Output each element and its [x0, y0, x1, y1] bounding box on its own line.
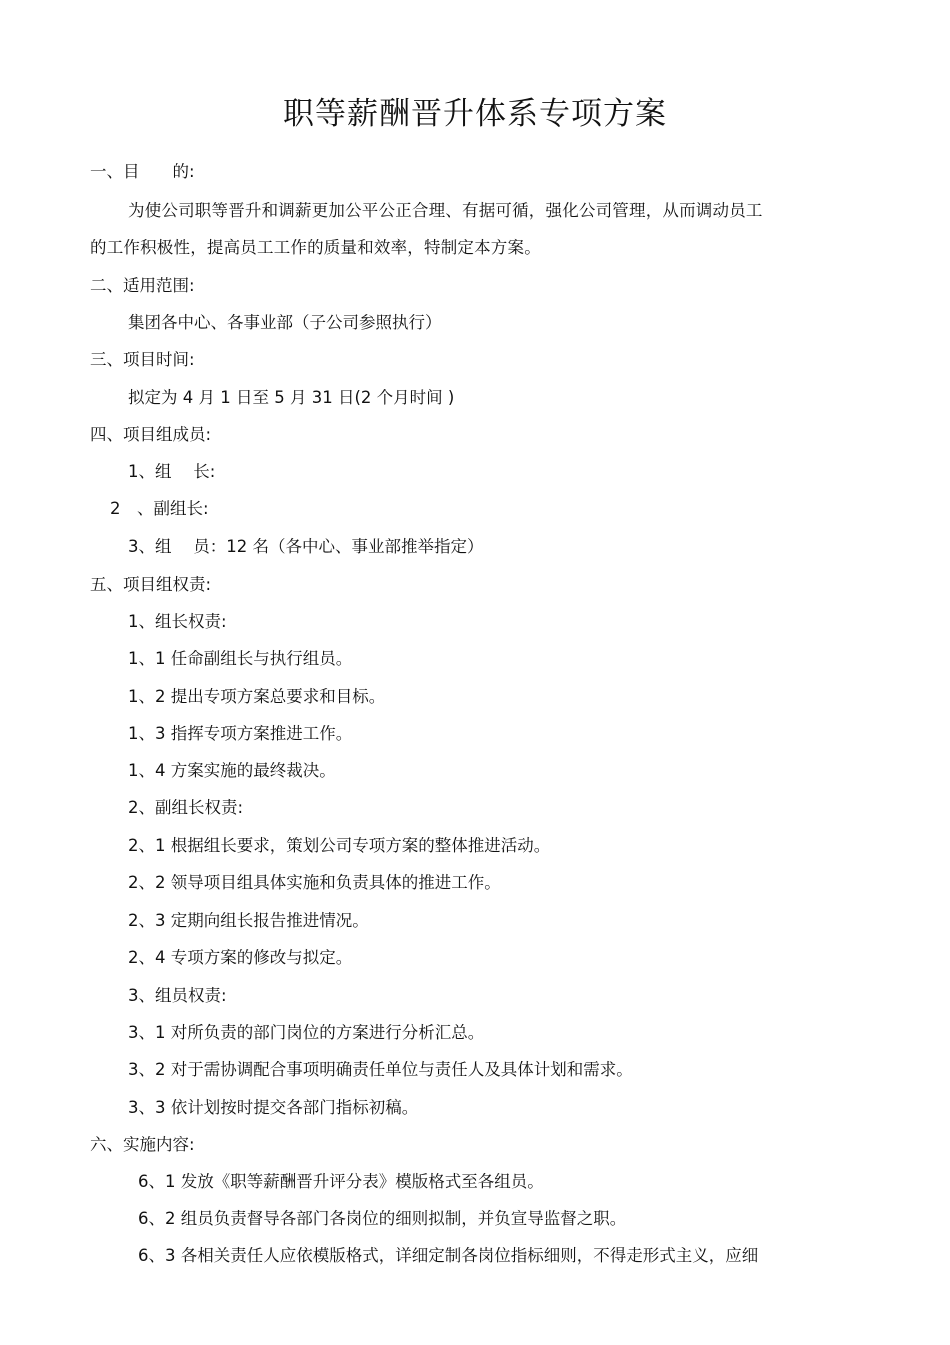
document-title: 职等薪酬晋升体系专项方案 [283, 96, 667, 132]
list-item-6-3: 6、3 各相关责任人应依模版格式，详细定制各岗位指标细则，不得走形式主义，应细 [138, 1246, 759, 1265]
list-item-member-duties: 3、组员权责: [128, 986, 227, 1005]
list-item-3-1: 3、1 对所负责的部门岗位的方案进行分析汇总。 [128, 1023, 485, 1042]
section-heading-responsibilities: 五、项目组权责: [90, 575, 212, 594]
list-item-1-2: 1、2 提出专项方案总要求和目标。 [128, 687, 386, 706]
paragraph-purpose-line-1: 为使公司职等晋升和调薪更加公平公正合理、有据可循，强化公司管理，从而调动员工 [128, 201, 763, 220]
list-item-2-2: 2、2 领导项目组具体实施和负责具体的推进工作。 [128, 873, 501, 892]
list-item-3-2: 3、2 对于需协调配合事项明确责任单位与责任人及具体计划和需求。 [128, 1060, 633, 1079]
list-item-deputy-duties: 2、副组长权责: [128, 798, 244, 817]
list-item-1-1: 1、1 任命副组长与执行组员。 [128, 649, 353, 668]
list-item-6-1: 6、1 发放《职等薪酬晋升评分表》模版格式至各组员。 [138, 1172, 544, 1191]
section-heading-implementation: 六、实施内容: [90, 1135, 195, 1154]
section-heading-purpose: 一、目 的: [90, 162, 195, 181]
list-item-leader-duties: 1、组长权责: [128, 612, 227, 631]
list-item-1-3: 1、3 指挥专项方案推进工作。 [128, 724, 353, 743]
list-item-1-4: 1、4 方案实施的最终裁决。 [128, 761, 336, 780]
list-item-3-3: 3、3 依计划按时提交各部门指标初稿。 [128, 1098, 419, 1117]
list-item-leader: 1、组 长: [128, 462, 216, 481]
list-item-6-2: 6、2 组员负责督导各部门各岗位的细则拟制，并负宣导监督之职。 [138, 1209, 627, 1228]
list-item-2-4: 2、4 专项方案的修改与拟定。 [128, 948, 353, 967]
section-heading-scope: 二、适用范围: [90, 276, 195, 295]
section-heading-members: 四、项目组成员: [90, 425, 212, 444]
paragraph-time: 拟定为 4 月 1 日至 5 月 31 日(2 个月时间 ) [128, 388, 455, 407]
list-item-2-1: 2、1 根据组长要求，策划公司专项方案的整体推进活动。 [128, 836, 551, 855]
list-item-members: 3、组 员：12 名（各中心、事业部推举指定） [128, 537, 484, 556]
list-item-2-3: 2、3 定期向组长报告推进情况。 [128, 911, 369, 930]
paragraph-scope: 集团各中心、各事业部（子公司参照执行） [128, 313, 442, 332]
list-item-deputy-leader: 2 、副组长: [110, 499, 209, 518]
section-heading-time: 三、项目时间: [90, 350, 195, 369]
paragraph-purpose-line-2: 的工作积极性，提高员工工作的质量和效率，特制定本方案。 [90, 238, 541, 257]
